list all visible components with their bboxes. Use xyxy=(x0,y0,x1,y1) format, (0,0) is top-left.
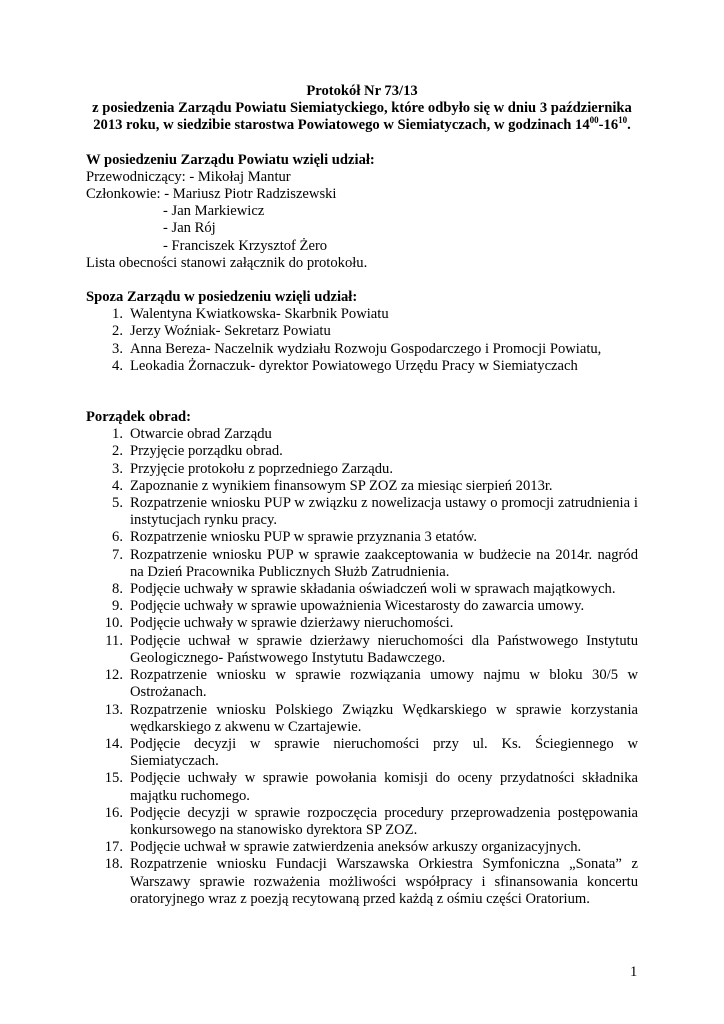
list-item-text: Leokadia Żornaczuk- dyrektor Powiatowego Urzędu Pracy w Siemiatyczach xyxy=(130,357,578,374)
document-header xyxy=(86,83,638,135)
list-item xyxy=(86,495,638,529)
list-item xyxy=(86,426,638,443)
list-item-number: 5. xyxy=(112,495,123,512)
list-item-text: Podjęcie uchwały w sprawie składania oświadczeń woli w sprawach majątkowych. xyxy=(130,581,616,598)
list-item-number: 1. xyxy=(112,426,123,443)
list-item-text: Otwarcie obrad Zarządu xyxy=(130,426,272,443)
list-item xyxy=(86,529,638,546)
board-chair: Przewodniczący: - Mikołaj Mantur xyxy=(86,168,291,185)
list-item xyxy=(86,461,638,478)
list-item xyxy=(86,581,638,598)
list-item-number: 15. xyxy=(104,770,123,787)
list-item xyxy=(86,306,638,323)
header-line-2 xyxy=(86,117,638,134)
list-item-number: 6. xyxy=(112,529,123,546)
list-item-number: 7. xyxy=(112,546,123,563)
time-start-minutes: 00 xyxy=(589,115,599,126)
list-item-number: 3. xyxy=(112,340,123,357)
guests-section xyxy=(86,289,638,375)
list-item-number: 11. xyxy=(105,632,123,649)
list-item-number: 12. xyxy=(104,667,123,684)
list-item xyxy=(86,547,638,581)
list-item-number: 17. xyxy=(104,839,123,856)
list-item xyxy=(86,323,638,340)
list-item-text: Rozpatrzenie wniosku PUP w sprawie zaakceptowania w budżecie na 2014r. nagród na Dzień Pracownika Publicznych Służb Zatrudnienia. xyxy=(130,546,638,580)
board-member: - Franciszek Krzysztof Żero xyxy=(163,237,328,254)
spacer xyxy=(86,135,638,152)
list-item xyxy=(86,839,638,856)
list-item-text: Podjęcie uchwały w sprawie upoważnienia Wicestarosty do zawarcia umowy. xyxy=(130,598,585,615)
list-item xyxy=(86,443,638,460)
list-item-text: Przyjęcie protokołu z poprzedniego Zarządu. xyxy=(130,460,393,477)
list-item-number: 8. xyxy=(112,581,123,598)
time-end-minutes: 10 xyxy=(618,115,628,126)
list-item-text: Anna Bereza- Naczelnik wydziału Rozwoju Gospodarczego i Promocji Powiatu, xyxy=(130,340,602,357)
list-item xyxy=(86,805,638,839)
guests-heading: Spoza Zarządu w posiedzeniu wzięli udział: xyxy=(86,289,358,306)
list-item xyxy=(86,478,638,495)
list-item xyxy=(86,736,638,770)
attendance-note: Lista obecności stanowi załącznik do protokołu. xyxy=(86,254,368,271)
document-title: Protokół Nr 73/13 xyxy=(306,83,418,99)
board-heading: W posiedzeniu Zarządu Powiatu wzięli udział: xyxy=(86,151,375,168)
list-item xyxy=(86,633,638,667)
list-item-number: 2. xyxy=(112,323,123,340)
header-line-1: z posiedzenia Zarządu Powiatu Siemiatyckiego, które odbyło się w dniu 3 października xyxy=(92,100,632,117)
list-item-number: 1. xyxy=(112,306,123,323)
list-item-text: Podjęcie decyzji w sprawie rozpoczęcia procedury przeprowadzenia postępowania konkursowego na stanowisko dyrektora SP ZOZ. xyxy=(130,804,638,838)
list-item xyxy=(86,770,638,804)
list-item xyxy=(86,702,638,736)
agenda-list xyxy=(86,426,638,908)
list-item-text: Podjęcie decyzji w sprawie nieruchomości przy ul. Ks. Ściegiennego w Siemiatyczach. xyxy=(130,735,638,770)
list-item-text: Zapoznanie z wynikiem finansowym SP ZOZ za miesiąc sierpień 2013r. xyxy=(130,477,553,494)
list-item-text: Podjęcie uchwał w sprawie zatwierdzenia aneksów arkuszy organizacyjnych. xyxy=(130,839,582,856)
list-item-number: 14. xyxy=(104,735,123,752)
board-member: - Jan Markiewicz xyxy=(163,203,265,220)
list-item-text: Jerzy Woźniak- Sekretarz Powiatu xyxy=(130,323,331,340)
document-page xyxy=(86,83,638,908)
list-item-text: Rozpatrzenie wniosku Polskiego Związku Wędkarskiego w sprawie korzystania wędkarskiego z akwenu w Czartajewie. xyxy=(130,701,638,735)
list-item-text: Rozpatrzenie wniosku PUP w sprawie przyznania 3 etatów. xyxy=(130,529,478,546)
list-item-text: Przyjęcie porządku obrad. xyxy=(130,443,283,460)
time-dash: -16 xyxy=(598,117,619,134)
list-item-text: Rozpatrzenie wniosku Fundacji Warszawska Orkiestra Symfoniczna „Sonata” z Warszawy sprawie rozważenia możliwości współpracy i sfinansowania koncertu oratoryjnego wraz z poezją recytowaną przed każdą z ośmiu części Oratorium. xyxy=(130,856,638,907)
list-item-text: Walentyna Kwiatkowska- Skarbnik Powiatu xyxy=(130,306,389,323)
board-members-label: Członkowie: - Mariusz Piotr Radziszewski xyxy=(86,186,337,203)
header-line-2-text: 2013 roku, w siedzibie starostwa Powiatowego w Siemiatyczach, w godzinach 14 xyxy=(93,117,590,134)
list-item xyxy=(86,598,638,615)
spacer xyxy=(86,272,638,289)
list-item-number: 10. xyxy=(104,615,123,632)
list-item-text: Podjęcie uchwały w sprawie powołania komisji do oceny przydatności składnika majątku ruchomego. xyxy=(130,770,638,804)
list-item-number: 3. xyxy=(112,460,123,477)
list-item-number: 13. xyxy=(104,701,123,718)
list-item-number: 4. xyxy=(112,477,123,494)
agenda-section xyxy=(86,409,638,908)
list-item-text: Rozpatrzenie wniosku PUP w związku z nowelizacja ustawy o promocji zatrudnienia i instytucjach rynku pracy. xyxy=(130,495,638,529)
list-item xyxy=(86,667,638,701)
board-section xyxy=(86,152,638,272)
list-item-text: Podjęcie uchwały w sprawie dzierżawy nieruchomości. xyxy=(130,615,454,632)
board-member: - Jan Rój xyxy=(163,220,216,237)
list-item xyxy=(86,341,638,358)
list-item-number: 2. xyxy=(112,443,123,460)
list-item-text: Podjęcie uchwał w sprawie dzierżawy nieruchomości dla Państwowego Instytutu Geologicznego- Państwowego Instytutu Badawczego. xyxy=(130,632,638,666)
agenda-heading: Porządek obrad: xyxy=(86,409,191,426)
list-item-number: 4. xyxy=(112,357,123,374)
list-item xyxy=(86,615,638,632)
guests-list xyxy=(86,306,638,375)
list-item-number: 16. xyxy=(104,804,123,821)
list-item xyxy=(86,856,638,908)
page-number: 1 xyxy=(630,964,638,980)
spacer xyxy=(86,375,638,409)
list-item xyxy=(86,358,638,375)
list-item-number: 9. xyxy=(112,598,123,615)
list-item-number: 18. xyxy=(104,856,123,873)
list-item-text: Rozpatrzenie wniosku w sprawie rozwiązania umowy najmu w bloku 30/5 w Ostrożanach. xyxy=(130,667,638,701)
header-period: . xyxy=(627,117,631,134)
